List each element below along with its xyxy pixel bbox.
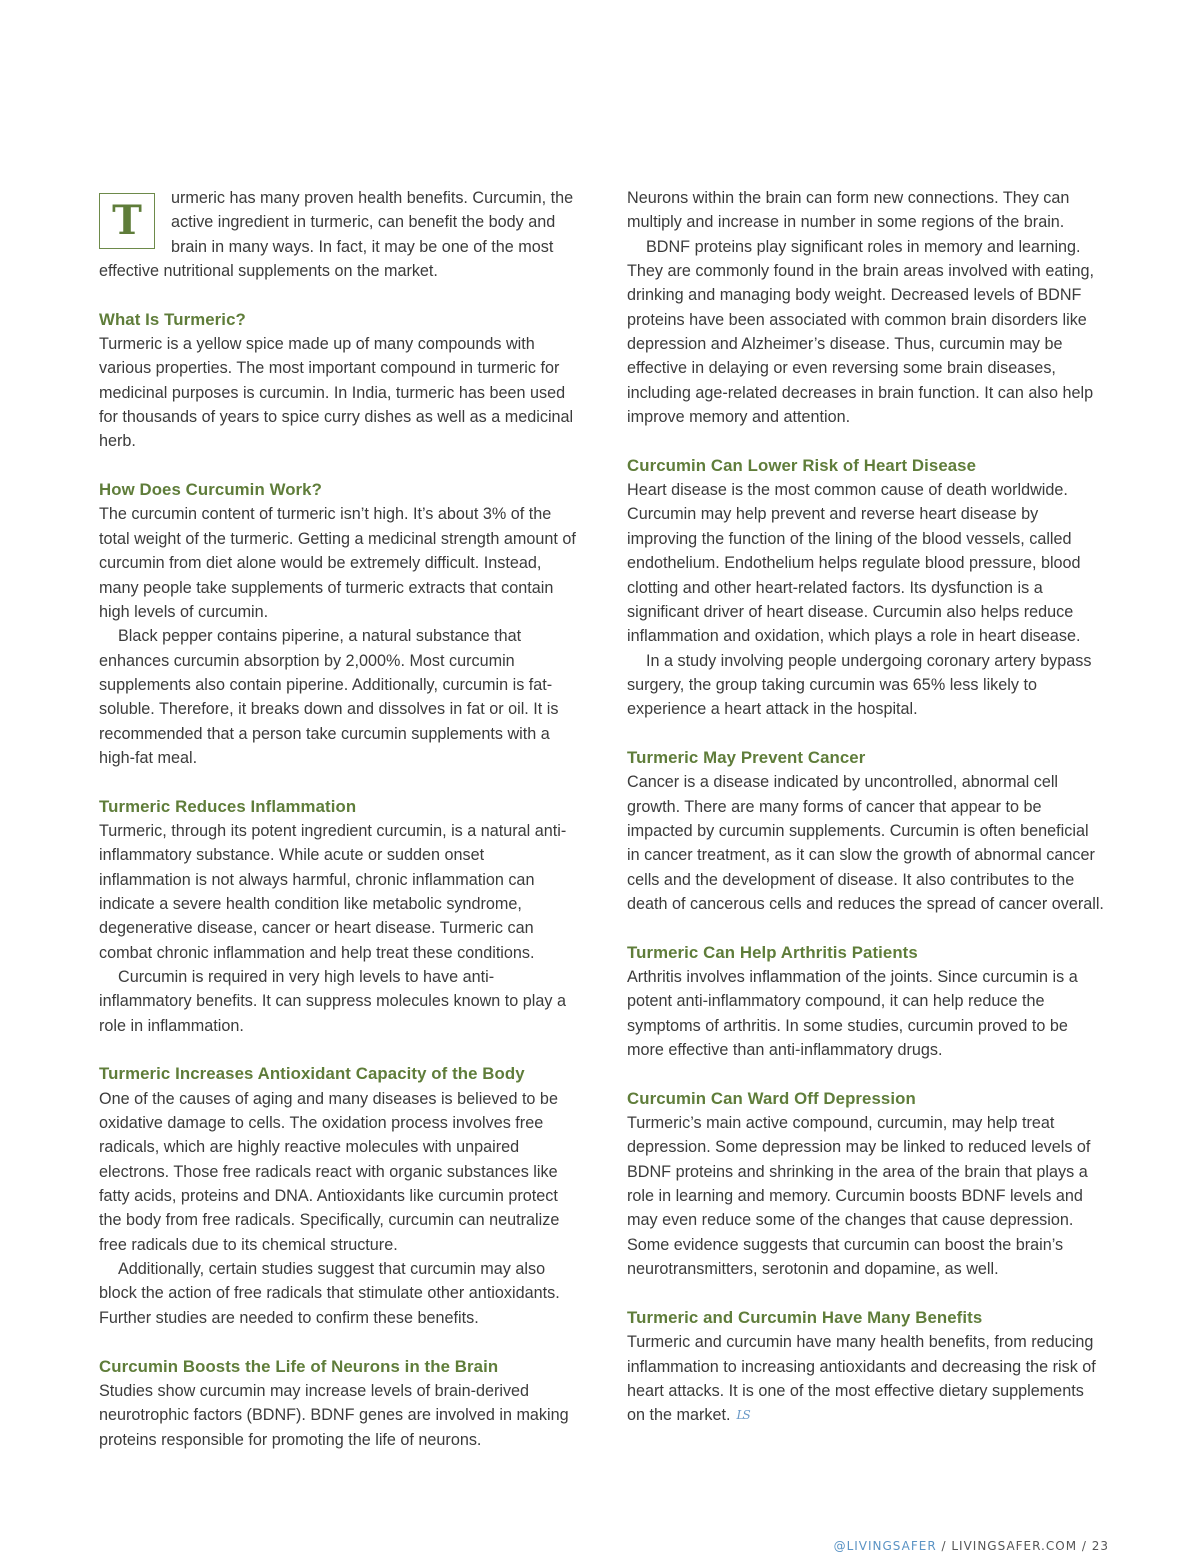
paragraph: Arthritis involves inflammation of the joints. Since curcumin is a potent anti-inflammatory compound, it can help reduce the symptoms of arthritis. In some studies, curcumin proved to be more effective than anti-inflammatory drugs. — [627, 968, 1078, 1060]
page-footer — [834, 1539, 1109, 1553]
paragraph: The curcumin content of turmeric isn’t high. It’s about 3% of the total weight of the turmeric. Getting a medicinal strength amount of curcumin from diet alone would be extremely difficult. Instead, many people take supplements of turmeric extracts that contain high levels of curcumin. — [99, 505, 576, 621]
paragraph: BDNF proteins play significant roles in memory and learning. They are commonly found in the brain areas involved with eating, drinking and managing body weight. Decreased levels of BDNF proteins have been associated with common brain disorders like depression and Alzheimer’s disease. Thus, curcumin may be effective in delaying or even reversing some brain diseases, including age-related decreases in brain function. It can also help improve memory and attention. — [627, 237, 1094, 427]
paragraph: Additionally, certain studies suggest that curcumin may also block the action of free radicals that stimulate other antioxidants. Further studies are needed to confirm these benefits. — [99, 1260, 560, 1327]
paragraph: Curcumin is required in very high levels to have anti-inflammatory benefits. It can suppress molecules known to play a role in inflammation. — [99, 968, 566, 1035]
intro-text: urmeric has many proven health benefits. Curcumin, the active ingredient in turmeric, can benefit the body and brain in many ways. In fact, it may be one of the most effective nutritional supplements on the market. — [99, 189, 574, 281]
paragraph: Turmeric, through its potent ingredient curcumin, is a natural anti-inflammatory substance. While acute or sudden onset inflammation is not always harmful, chronic inflammation can indicate a severe health condition like metabolic syndrome, degenerative disease, cancer or heart disease. Turmeric can combat chronic inflammation and help treat these conditions. — [99, 821, 567, 962]
footer-separator: / — [936, 1539, 952, 1553]
footer-website: LIVINGSAFER.COM — [951, 1539, 1078, 1553]
drop-cap: T — [99, 193, 155, 249]
heading-many-benefits: Turmeric and Curcumin Have Many Benefits — [627, 1307, 983, 1327]
heading-what-is-turmeric: What Is Turmeric? — [99, 309, 246, 329]
paragraph: Turmeric is a yellow spice made up of many compounds with various properties. The most important compound in turmeric for medicinal purposes is curcumin. In India, turmeric has been used for thousands of years to spice curry dishes as well as a medicinal herb. — [99, 335, 574, 451]
heading-arthritis: Turmeric Can Help Arthritis Patients — [627, 942, 918, 962]
paragraph: Black pepper contains piperine, a natural substance that enhances curcumin absorption by 2,000%. Most curcumin supplements also contain piperine. Additionally, curcumin is fat-soluble. Therefore, it breaks down and dissolves in fat or oil. It is recommended that a person take curcumin supplements with a high-fat meal. — [99, 627, 559, 767]
paragraph: One of the causes of aging and many diseases is believed to be oxidative damage to cells. The oxidation process involves free radicals, which are highly reactive molecules with unpaired electrons. Those free radicals react with organic substances like fatty acids, proteins and DNA. Antioxidants like curcumin protect the body from free radicals. Specifically, curcumin can neutralize free radicals due to its chemical structure. — [99, 1089, 560, 1254]
heading-reduces-inflammation: Turmeric Reduces Inflammation — [99, 796, 357, 816]
paragraph: Studies show curcumin may increase levels of brain-derived neurotrophic factors (BDNF). BDNF genes are involved in making proteins responsible for promoting the life of neurons. — [99, 1381, 569, 1449]
right-column — [627, 186, 1105, 1428]
paragraph-continued: Neurons within the brain can form new connections. They can multiply and increase in number in some regions of the brain. — [627, 189, 1070, 232]
heading-how-curcumin-works: How Does Curcumin Work? — [99, 480, 322, 500]
heading-antioxidant-capacity: Turmeric Increases Antioxidant Capacity of the Body — [99, 1064, 525, 1084]
paragraph: Cancer is a disease indicated by uncontrolled, abnormal cell growth. There are many forms of cancer that appear to be impacted by curcumin supplements. Curcumin is often beneficial in cancer treatment, as it can slow the growth of abnormal cancer cells and the development of disease. It also contributes to the death of cancerous cells and reduces the spread of cancer overall. — [627, 773, 1104, 913]
paragraph: Heart disease is the most common cause of death worldwide. Curcumin may help prevent and reverse heart disease by improving the function of the lining of the blood vessels, called endothelium. Endothelium helps regulate blood pressure, blood clotting and other heart-related factors. Its dysfunction is a significant driver of heart disease. Curcumin also helps reduce inflammation and oxidation, which plays a role in heart disease. — [627, 481, 1081, 646]
heading-prevent-cancer: Turmeric May Prevent Cancer — [627, 747, 866, 767]
intro-paragraph — [99, 186, 577, 283]
heading-heart-disease: Curcumin Can Lower Risk of Heart Disease — [627, 455, 977, 475]
paragraph: In a study involving people undergoing coronary artery bypass surgery, the group taking curcumin was 65% less likely to experience a heart attack in the hospital. — [627, 651, 1092, 719]
page-number: 23 — [1091, 1539, 1109, 1553]
footer-social-handle: @LIVINGSAFER — [833, 1539, 937, 1553]
heading-depression: Curcumin Can Ward Off Depression — [627, 1088, 916, 1108]
paragraph-final-text: Turmeric and curcumin have many health benefits, from reducing inflammation to increasing antioxidants and decreasing the risk of heart attacks. It is one of the most effective dietary supplements on the market. — [627, 1333, 1096, 1425]
left-column — [99, 186, 577, 1452]
footer-separator: / — [1077, 1539, 1092, 1553]
paragraph-final — [627, 1330, 1105, 1427]
end-mark-logo-icon: LS — [736, 1408, 749, 1423]
paragraph: Turmeric’s main active compound, curcumin, may help treat depression. Some depression may be linked to reduced levels of BDNF proteins and shrinking in the area of the brain that plays a role in learning and memory. Curcumin boosts BDNF levels and may even reduce some of the changes that cause depression. Some evidence suggests that curcumin can boost the brain’s neurotransmitters, serotonin and dopamine, as well. — [627, 1114, 1091, 1279]
heading-neurons: Curcumin Boosts the Life of Neurons in the Brain — [99, 1356, 499, 1376]
